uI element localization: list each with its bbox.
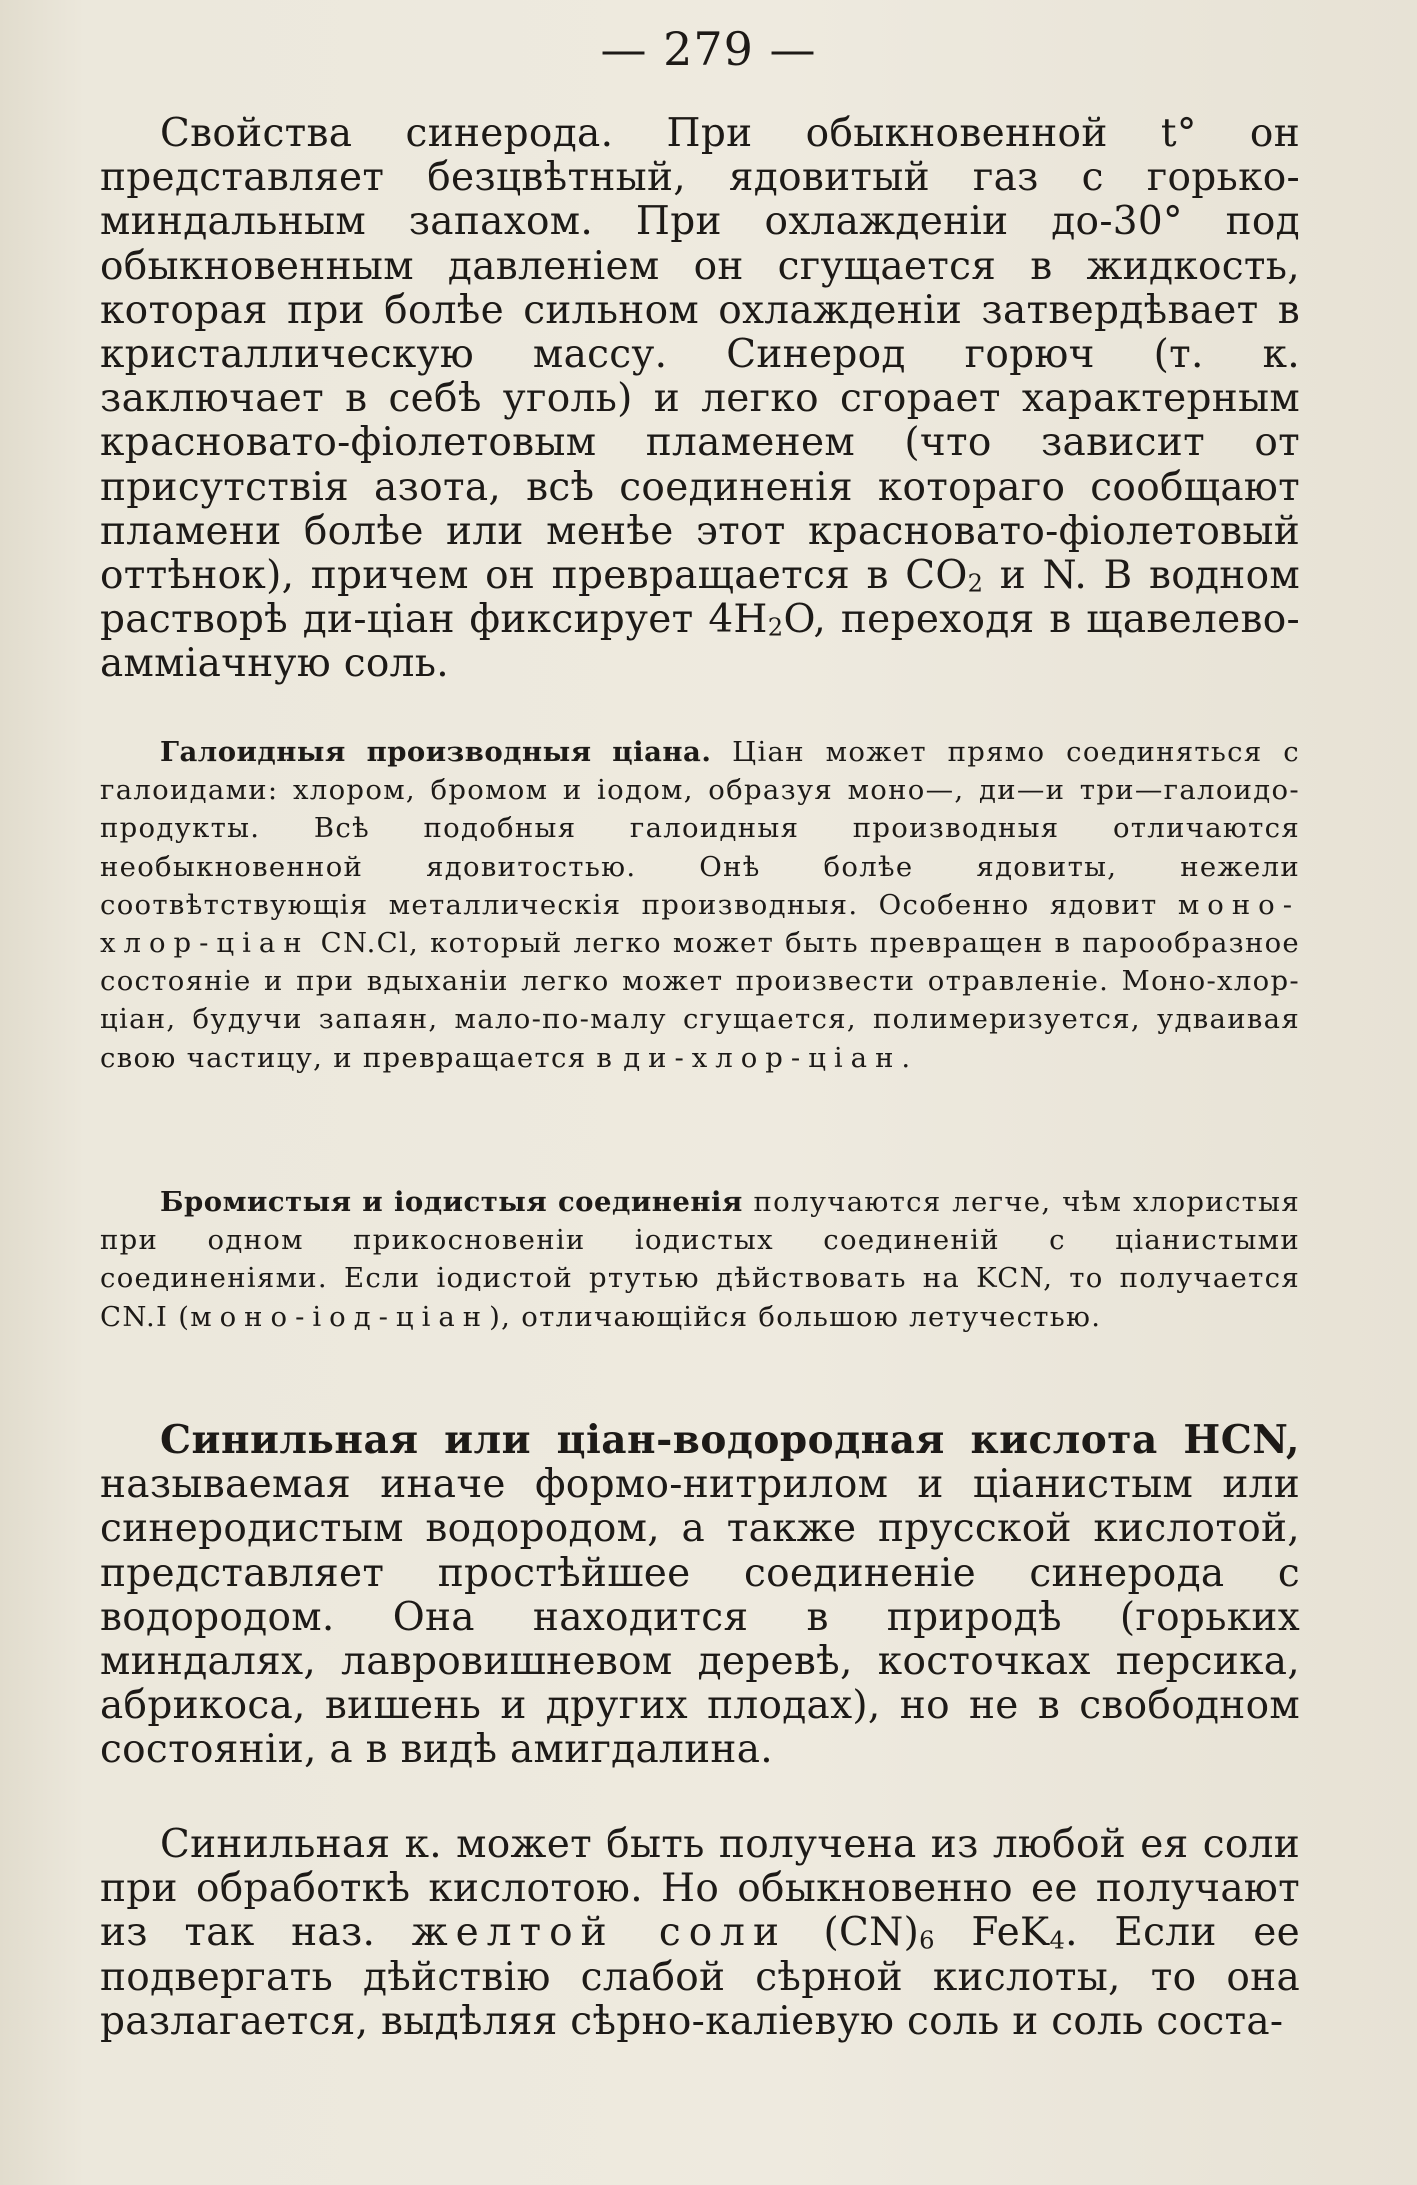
paragraph-lead: Свойства синерода. [160,111,614,156]
paragraph-body: ), отличающійся большою летучестью. [489,1300,1102,1333]
paragraph-properties-of-cyanogen [100,112,1300,687]
emphasized-term: моно-іод-ціан [190,1300,490,1333]
paragraph-body: CN.Cl, который легко может быть превращен в парообразное состояніе и при вдыханіи легко может произвести отравленіе. Моно-хлор-ціан, будучи запаян, мало-по-малу сгущается, полимеризуется, удваивая свою частицу, и превращается в [100,927,1300,1074]
paragraph-hydrocyanic-acid [100,1418,1300,1773]
paragraph-body: получаются легче, чѣм хлористыя при одном прикосновеніи іодистых соединеній с ціанистыми соединеніями. Если іодистой ртутью дѣйствовать на KCN, то получается CN.I ( [100,1186,1300,1333]
emphasized-term: желтой соли [411,1910,787,1956]
paragraph-body: При обыкновенной t° он представляет безцвѣтный, ядовитый газ с горько-миндальным запахом. При охлажденіи до-30° под обыкновенным давленіем он сгущается в жидкость, которая при болѣе сильном охлажденіи затвердѣвает в кристаллическую массу. Синерод горюч (т. к. заключает в себѣ уголь) и легко сгорает характерным красновато-фіолетовым пламенем (что зависит от присутствія азота, всѣ соединенія котораго сообщают пламени болѣе или менѣе этот красновато-фіолетовый оттѣнок), причем он превращается в CO [100,111,1300,599]
paragraph-body: Ціан может прямо соединяться с галоидами: хлором, бромом и іодом, образуя моно—, ди—и три—галоидо-продукты. Всѣ подобныя галоидныя производныя отличаются необыкновенной ядовитостью. Онѣ болѣе ядовиты, нежели соотвѣтствующія металлическія производныя. Особенно ядовит [100,736,1300,921]
subscript: 6 [919,1927,935,1956]
emphasized-term: моно-хлор-ціан [100,888,1300,960]
paragraph-halogen-derivatives [100,733,1300,1077]
paragraph-bromine-iodine [100,1183,1300,1336]
paragraph-body: и N. В водном растворѣ ди-ціан фиксирует 4H [100,553,1300,643]
subscript: 2 [967,569,984,598]
paragraph-text [100,112,1300,687]
paragraph-text [100,733,1300,1077]
paragraph-preparation [100,1823,1300,2044]
page-number: — 279 — [600,22,817,76]
chemical-formula: (CN) [786,1910,920,1956]
chemical-formula: FeK [934,1910,1050,1956]
subscript: 2 [767,613,784,642]
paragraph-body: O, переходя в щавелево-амміачную соль. [100,597,1300,687]
subscript: 4 [1049,1927,1066,1956]
paragraph-text [100,1418,1300,1773]
paragraph-body: . [901,1041,912,1074]
section-heading: Бромистыя и іодистыя соединенія [160,1186,743,1218]
paragraph-body: Синильная к. может быть получена из любой ея соли при обработкѣ кислотою. Но обыкновенно ее получают из так наз. [100,1822,1300,1956]
paragraph-body: называемая иначе формо-нитрилом и ціанистым или синеродистым водородом, а также прусской кислотой, представляет простѣйшее соединеніе синерода с водородом. Она находится в природѣ (горьких миндалях, лавровишневом деревѣ, косточках персика, абрикоса, вишень и других плодах), но не в свободном состояніи, а в видѣ амигдалина. [100,1462,1300,1773]
paragraph-text [100,1183,1300,1336]
section-heading: Галоидныя производныя ціана. [160,736,712,768]
section-heading: Синильная или ціан-водородная кислота HCN, [160,1417,1300,1463]
paragraph-body: . Если ее подвергать дѣйствію слабой сѣрной кислоты, то она разлагается, выдѣляя сѣрно-каліевую соль и соль соста- [100,1910,1301,2044]
paragraph-text [100,1823,1300,2044]
emphasized-term: ди-хлор-ціан [623,1041,902,1074]
